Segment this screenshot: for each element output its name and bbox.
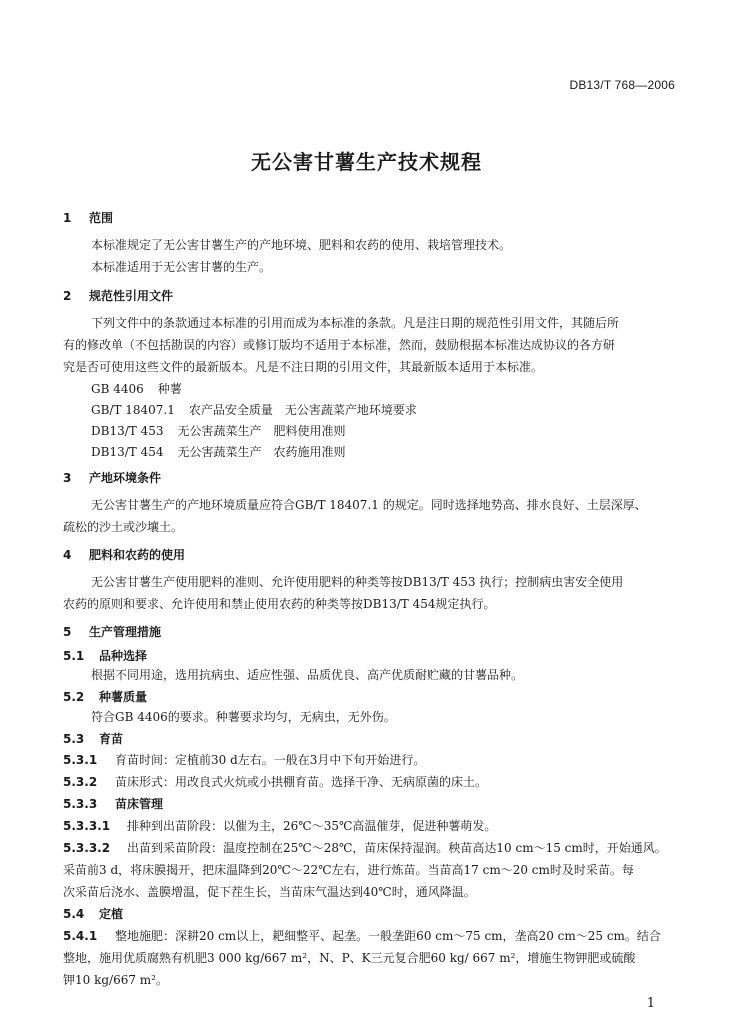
- subsection-5-2-heading: [63, 689, 683, 705]
- clause-text: 整地施肥：深耕20 cm以上，耙细整平、起垄。一般垄距60 cm～75 cm，垄高20 cm～25 cm。结合: [115, 929, 661, 943]
- paragraph: 疏松的沙土或沙壤土。: [63, 520, 184, 534]
- subsection-5-1-heading: [63, 648, 683, 664]
- reference-item: [63, 444, 711, 460]
- clause-5-3-3-1: [63, 818, 683, 834]
- subsection-number: 5.1: [63, 649, 85, 663]
- clause-number: 5.4.1: [63, 929, 98, 943]
- section-4-heading: [63, 547, 683, 563]
- subsection-number: 5.2: [63, 690, 85, 704]
- section-number: 4: [63, 548, 72, 562]
- subsection-title: 定植: [99, 907, 124, 921]
- subsection-5-4-heading: [63, 906, 683, 922]
- clause-5-3-1: [63, 752, 683, 768]
- paragraph: 整地，施用优质腐熟有机肥3 000 kg/667 m²，N、P、K三元复合肥60 kg/ 667 m²，增施生物钾肥或硫酸: [63, 951, 636, 965]
- clause-text: 出苗到采苗阶段：温度控制在25℃～28℃，苗床保持湿润。秧苗高达10 cm～15 cm时，开始通风。: [127, 841, 667, 855]
- subsection-title: 种薯质量: [99, 690, 148, 704]
- reference-code: DB13/T 454: [91, 445, 164, 459]
- clause-number: 5.3.3.2: [63, 841, 111, 855]
- reference-code: DB13/T 453: [91, 424, 164, 438]
- subsection-5-3-3-heading: [63, 796, 683, 812]
- section-number: 5: [63, 625, 72, 639]
- section-number: 2: [63, 289, 72, 303]
- document-title: 无公害甘薯生产技术规程: [251, 150, 482, 174]
- paragraph: 无公害甘薯生产使用肥料的准则、允许使用肥料的种类等按DB13/T 453 执行；控制病虫害安全使用: [91, 575, 624, 589]
- subsection-number: 5.4: [63, 907, 85, 921]
- clause-5-4-1: [63, 928, 683, 944]
- section-title: 肥料和农药的使用: [89, 548, 186, 562]
- subsection-title: 育苗: [99, 732, 124, 746]
- section-2-heading: [63, 288, 683, 304]
- section-5-heading: [63, 624, 683, 640]
- reference-name: 无公害蔬菜生产 肥料使用准则: [177, 424, 346, 438]
- subsection-number: 5.3.3: [63, 797, 98, 811]
- reference-name: 种薯: [157, 382, 182, 396]
- reference-code: GB 4406: [91, 382, 144, 396]
- reference-code: GB/T 18407.1: [91, 403, 175, 417]
- reference-name: 无公害蔬菜生产 农药施用准则: [177, 445, 346, 459]
- paragraph: 次采苗后浇水、盖膜增温，促下茬生长，当苗床气温达到40℃时，通风降温。: [63, 885, 476, 899]
- clause-text: 苗床形式：用改良式火炕或小拱棚育苗。选择干净、无病原菌的床土。: [115, 775, 488, 789]
- clause-text: 排种到出苗阶段：以催为主，26℃～35℃高温催芽，促进种薯萌发。: [127, 819, 497, 833]
- reference-item: [63, 402, 711, 418]
- section-title: 范围: [89, 211, 114, 225]
- section-1-heading: [63, 210, 683, 226]
- section-title: 生产管理措施: [89, 625, 162, 639]
- subsection-5-3-heading: [63, 731, 683, 747]
- section-title: 规范性引用文件: [89, 289, 174, 303]
- paragraph: 有的修改单（不包括勘误的内容）或修订版均不适用于本标准，然而，鼓励根据本标准达成协议的各方研: [63, 338, 616, 352]
- clause-5-3-2: [63, 774, 683, 790]
- paragraph: 本标准适用于无公害甘薯的生产。: [91, 260, 272, 274]
- paragraph: 符合GB 4406的要求。种薯要求均匀，无病虫，无外伤。: [91, 710, 396, 724]
- clause-number: 5.3.2: [63, 775, 98, 789]
- reference-name: 农产品安全质量 无公害蔬菜产地环境要求: [188, 403, 417, 417]
- clause-5-3-3-2: [63, 840, 683, 856]
- paragraph: 无公害甘薯生产的产地环境质量应符合GB/T 18407.1 的规定。同时选择地势高、排水良好、土层深厚、: [91, 498, 647, 512]
- section-3-heading: [63, 470, 683, 486]
- clause-number: 5.3.1: [63, 753, 98, 767]
- paragraph: 本标准规定了无公害甘薯生产的产地环境、肥料和农药的使用、栽培管理技术。: [91, 238, 512, 252]
- section-title: 产地环境条件: [89, 471, 162, 485]
- reference-item: [63, 423, 711, 439]
- subsection-number: 5.3: [63, 732, 85, 746]
- document-number: DB13/T 768—2006: [569, 78, 675, 92]
- subsection-title: 苗床管理: [115, 797, 164, 811]
- page-number: 1: [646, 996, 655, 1011]
- paragraph: 下列文件中的条款通过本标准的引用而成为本标准的条款。凡是注日期的规范性引用文件，其随后所: [91, 316, 620, 330]
- paragraph: 钾10 kg/667 m²。: [63, 973, 168, 987]
- reference-item: [63, 381, 711, 397]
- paragraph: 农药的原则和要求、允许使用和禁止使用农药的种类等按DB13/T 454规定执行。: [63, 597, 496, 611]
- paragraph: 采苗前3 d，将床膜揭开，把床温降到20℃～22℃左右，进行炼苗。当苗高17 cm～20 cm时及时采苗。每: [63, 863, 634, 877]
- clause-number: 5.3.3.1: [63, 819, 111, 833]
- paragraph: 根据不同用途，选用抗病虫、适应性强、品质优良、高产优质耐贮藏的甘薯品种。: [91, 668, 524, 682]
- section-number: 1: [63, 211, 72, 225]
- section-number: 3: [63, 471, 72, 485]
- clause-text: 育苗时间：定植前30 d左右。一般在3月中下旬开始进行。: [115, 753, 426, 767]
- subsection-title: 品种选择: [99, 649, 148, 663]
- paragraph: 究是否可使用这些文件的最新版本。凡是不注日期的引用文件，其最新版本适用于本标准。: [63, 360, 544, 374]
